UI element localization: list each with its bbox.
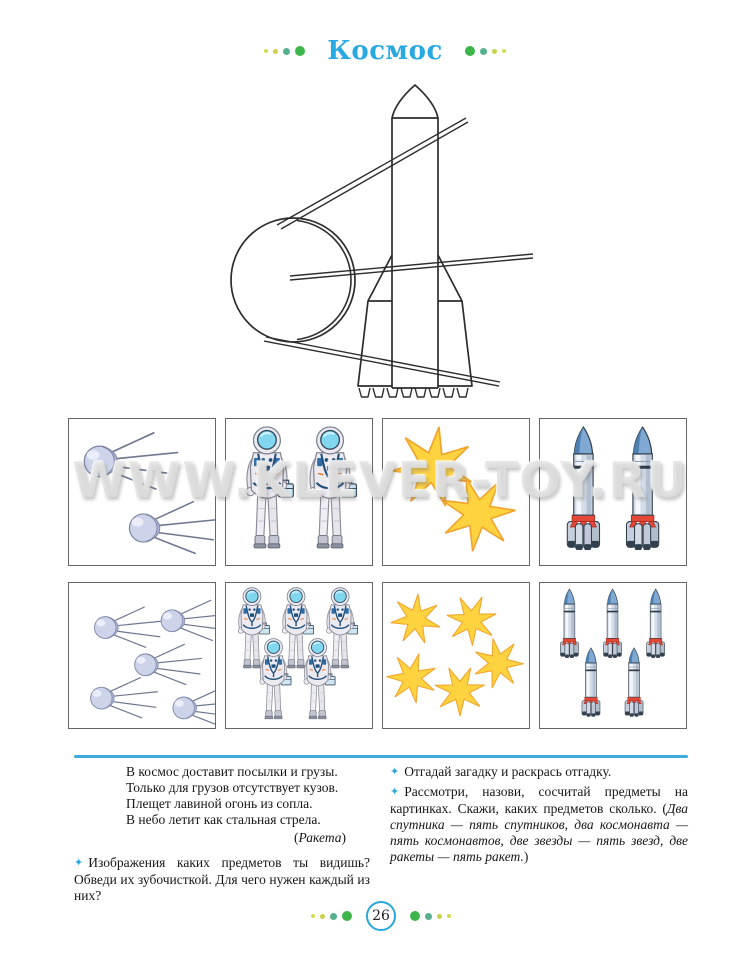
coloring-outline-drawing [180, 83, 580, 408]
rocket-illustration [604, 589, 622, 658]
task-guess-text: Отгадай загадку и раскрась отгадку. [404, 764, 612, 779]
rocket-illustration [560, 589, 578, 658]
rocket-illustration [647, 589, 665, 658]
cell-cosmonauts-five [225, 582, 373, 729]
cell-stars-five [382, 582, 530, 729]
sputnik-illustration [95, 607, 162, 647]
star-illustration [389, 421, 478, 509]
riddle-line: Плещет лавиной огонь из сопла. [126, 796, 313, 811]
footer-right-column [390, 764, 688, 865]
cosmonaut-illustration [309, 427, 356, 548]
riddle-line: В космос доставит посылки и грузы. [126, 764, 338, 779]
cell-sputniks-two [68, 418, 216, 566]
task-count [390, 784, 688, 865]
decorative-dots-left [311, 911, 352, 921]
cell-cosmonauts-two [225, 418, 373, 566]
sputnik-illustration [135, 644, 202, 684]
sputnik-illustration [173, 687, 215, 727]
task-bullet-icon: ✦ [74, 857, 84, 869]
star-illustration [427, 657, 493, 722]
cosmonaut-illustration [260, 639, 291, 719]
counting-grid [68, 418, 687, 729]
riddle-answer [126, 830, 370, 846]
task-count-examples: Два спутника — пять спутников, два космонавта — пять космонавтов, две звезды — пять звезд, две ракеты — пять ракет. [390, 801, 688, 864]
task-bullet-icon: ✦ [390, 766, 400, 778]
sputnik-illustration [129, 502, 215, 554]
riddle-answer-close: ) [341, 830, 346, 845]
rocket-illustration [625, 648, 643, 717]
task-count-text: Рассмотри, назови, сосчитай предметы на картинках. Скажи, каких предметов сколько. ( [390, 784, 688, 816]
cell-sputniks-five [68, 582, 216, 729]
riddle-answer-open: ( [294, 830, 299, 845]
decorative-dots-right [465, 46, 506, 56]
decorative-dots-right [410, 911, 451, 921]
task-guess [390, 764, 688, 781]
cosmonaut-illustration [326, 588, 357, 668]
task-bullet-icon: ✦ [390, 786, 400, 798]
page-number-row [74, 901, 688, 931]
sputnik-outline [231, 118, 533, 386]
page-header [75, 36, 695, 66]
sputnik-illustration [161, 600, 215, 640]
rocket-outline [358, 85, 472, 397]
cell-rockets-two [539, 418, 687, 566]
task-identify [74, 855, 370, 904]
riddle-line: Только для грузов отсутствует кузов. [126, 780, 339, 795]
riddle-line: В небо летит как стальная стрела. [126, 812, 321, 827]
page-number-badge: 26 [366, 901, 396, 931]
watermark-text: WWW.KLEVER-TOY.RU [72, 452, 688, 509]
rocket-illustration [626, 427, 658, 550]
cell-rockets-five [539, 582, 687, 729]
star-illustration [469, 633, 527, 690]
rocket-illustration [567, 427, 599, 550]
star-illustration [389, 592, 443, 644]
rocket-illustration [582, 648, 600, 717]
sputnik-illustration [91, 678, 158, 718]
riddle-answer-word: Ракета [298, 830, 342, 845]
section-divider [74, 755, 688, 758]
decorative-dots-left [264, 46, 305, 56]
riddle-poem [126, 764, 370, 846]
cosmonaut-illustration [304, 639, 335, 719]
task-identify-text: Изображения каких предметов ты видишь? Обведи их зубочисткой. Для чего нужен каждый из них? [74, 855, 370, 903]
task-count-close: ) [523, 849, 529, 864]
footer-left-column [74, 764, 370, 904]
star-illustration [383, 647, 443, 707]
cell-stars-two [382, 418, 530, 566]
cosmonaut-illustration [246, 427, 293, 548]
page-title: Космос [327, 36, 443, 66]
sputnik-illustration [84, 433, 177, 489]
